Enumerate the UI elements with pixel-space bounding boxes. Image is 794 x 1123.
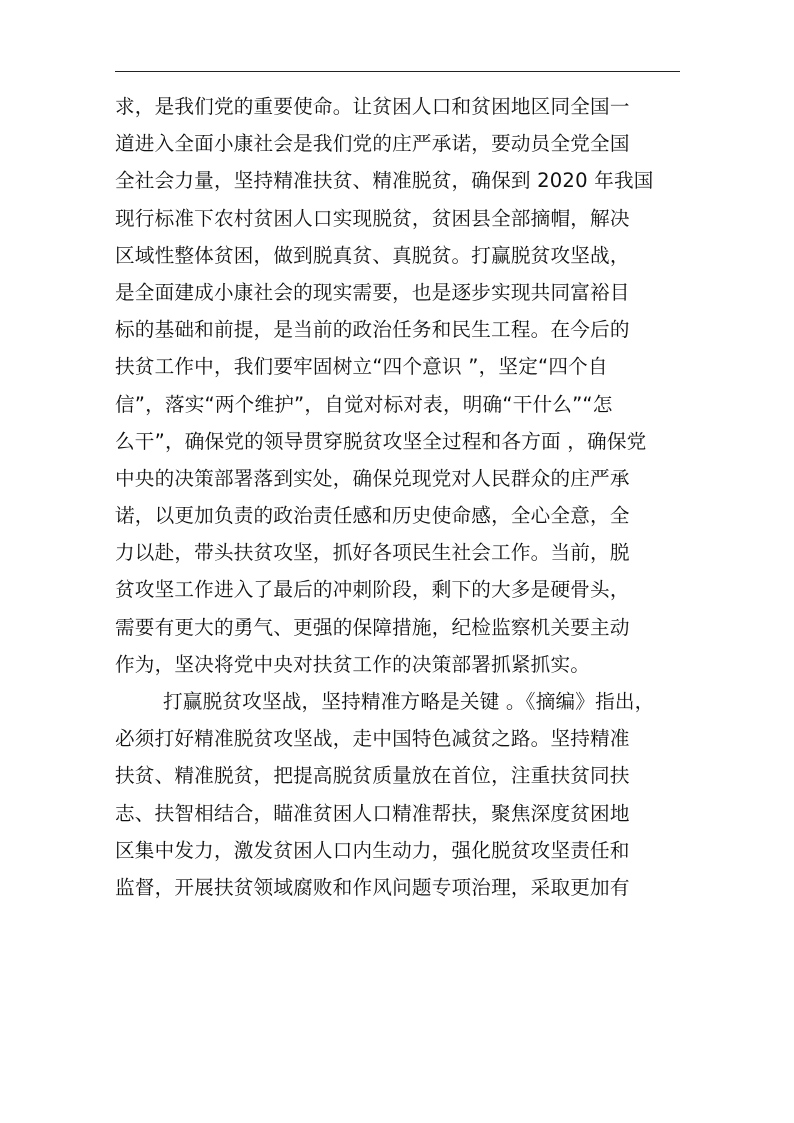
text-line: 志、扶智相结合，瞄准贫困人口精准帮扶，聚焦深度贫困地	[115, 801, 630, 825]
paragraph	[115, 683, 690, 906]
text-line: 扶贫工作中，我们要牢固树立“四个意识 ”，坚定“四个自	[115, 355, 608, 379]
text-line: 标的基础和前提，是当前的政治任务和民生工程。在今后的	[115, 318, 630, 342]
body-text	[115, 88, 690, 906]
text-line: 区域性整体贫困，做到脱真贫、真脱贫。打赢脱贫攻坚战，	[115, 243, 630, 267]
text-line: 是全面建成小康社会的现实需要，也是逐步实现共同富裕目	[115, 280, 630, 304]
text-line: 作为，坚决将党中央对扶贫工作的决策部署抓紧抓实。	[115, 652, 591, 676]
text-line: 全社会力量，坚持精准扶贫、精准脱贫，确保到 2020 年我国	[115, 169, 654, 193]
text-line: 打赢脱贫攻坚战，坚持精准方略是关键 。《摘编》指出，	[163, 690, 655, 713]
text-line: 求，是我们党的重要使命。让贫困人口和贫困地区同全国一	[115, 95, 630, 118]
text-line: 贫攻坚工作进入了最后的冲刺阶段，剩下的大多是硬骨头，	[115, 578, 630, 602]
text-line: 力以赴，带头扶贫攻坚，抓好各项民生社会工作。当前，脱	[115, 541, 630, 565]
text-line: 监督，开展扶贫领域腐败和作风问题专项治理，采取更加有	[115, 875, 630, 899]
header-rule	[115, 71, 680, 72]
text-line: 必须打好精准脱贫攻坚战，走中国特色减贫之路。坚持精准	[115, 727, 630, 751]
text-line: 现行标准下农村贫困人口实现脱贫，贫困县全部摘帽，解决	[115, 206, 630, 230]
text-line: 诺，以更加负责的政治责任感和历史使命感，全心全意，全	[115, 504, 630, 528]
text-line: 信”，落实“两个维护”，自觉对标对表，明确“干什么”“怎	[115, 392, 613, 416]
text-line: 中央的决策部署落到实处，确保兑现党对人民群众的庄严承	[115, 466, 630, 490]
text-line: 么干”，确保党的领导贯穿脱贫攻坚全过程和各方面 ，确保党	[115, 429, 647, 453]
text-line: 区集中发力，激发贫困人口内生动力，强化脱贫攻坚责任和	[115, 838, 630, 862]
text-line: 扶贫、精准脱贫，把提高脱贫质量放在首位，注重扶贫同扶	[115, 764, 630, 788]
paragraph	[115, 88, 690, 683]
text-line: 需要有更大的勇气、更强的保障措施，纪检监察机关要主动	[115, 615, 630, 639]
text-line: 道进入全面小康社会是我们党的庄严承诺，要动员全党全国	[115, 132, 630, 156]
